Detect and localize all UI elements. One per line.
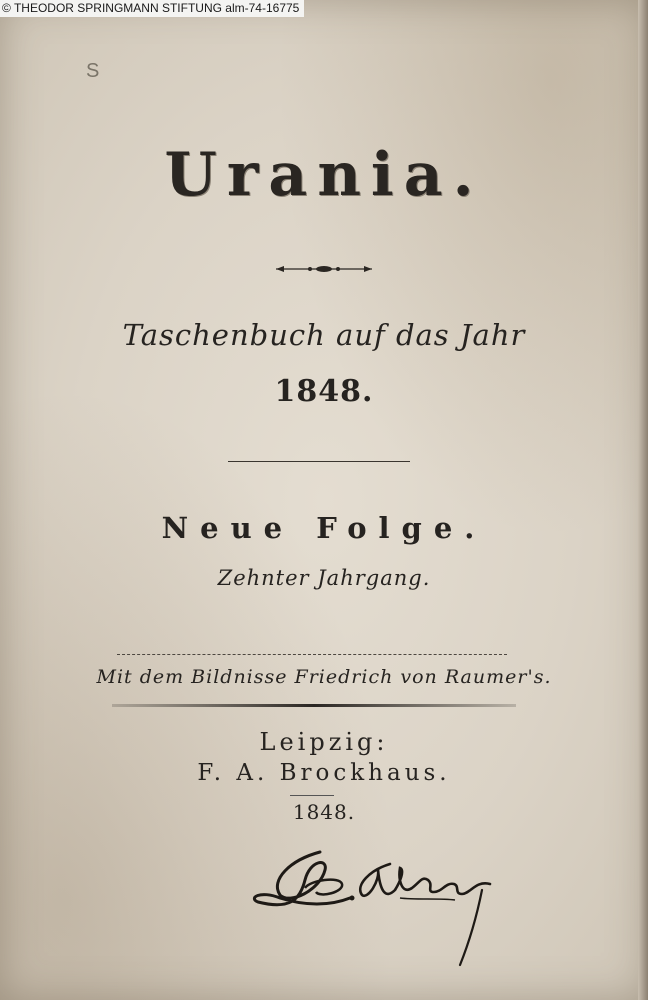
copyright-watermark: © THEODOR SPRINGMANN STIFTUNG alm-74-16775 [0,0,304,17]
series-title: Neue Folge. [161,511,487,545]
dotted-rule [117,654,507,655]
imprint-year: 1848. [292,800,356,824]
small-rule [290,795,334,796]
volume-label: Zehnter Jahrgang. [217,566,431,590]
corner-mark: S [86,60,100,82]
scroll-ornament-icon [276,264,372,274]
divider-rule [228,461,410,462]
imprint-place: Leipzig: [259,728,389,756]
handwritten-signature [250,840,510,980]
year-heading: 1848. [274,374,374,409]
portrait-note: Mit dem Bildnisse Friedrich von Raumer's. [96,666,552,688]
book-subtitle: Taschenbuch auf das Jahr [122,318,526,352]
book-title: Urania. [164,140,484,210]
imprint-publisher: F. A. Brockhaus. [197,760,451,786]
thick-rule [112,704,516,707]
